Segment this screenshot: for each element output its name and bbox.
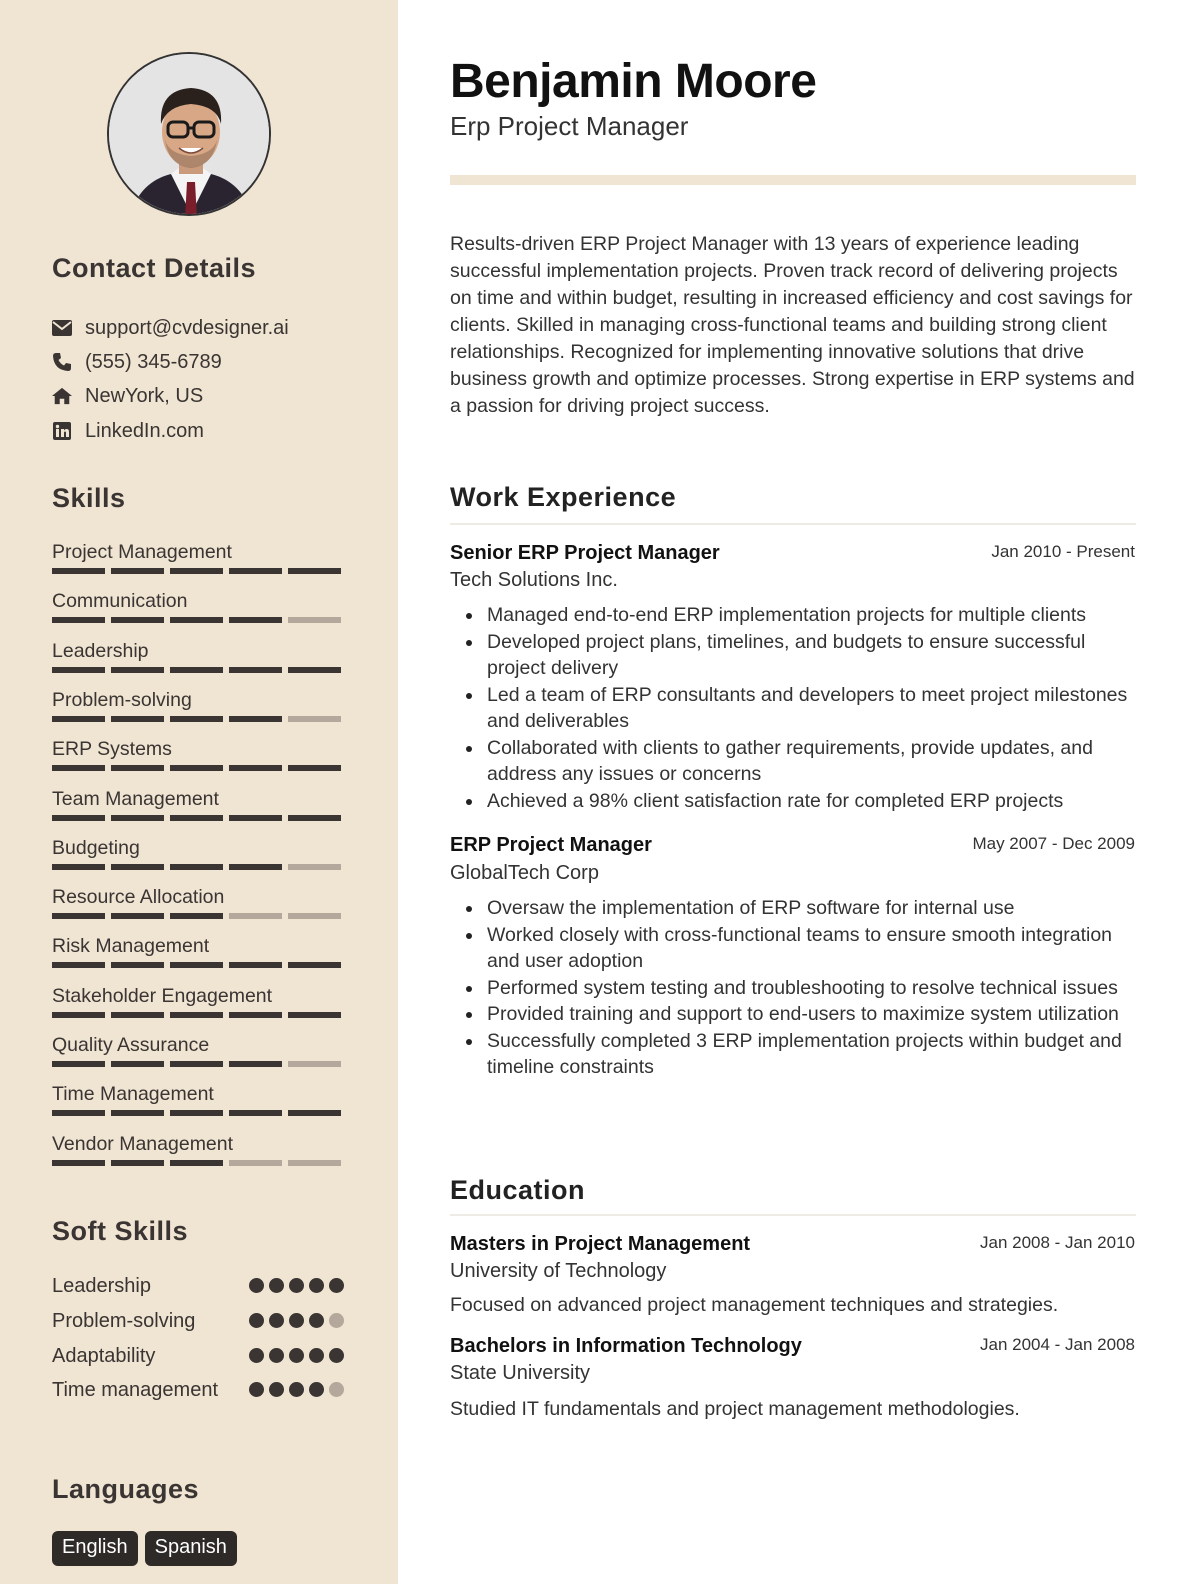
rating-dot [309,1348,324,1363]
skill-level-segment [52,1061,105,1067]
skill-level-segment [111,617,164,623]
work-divider [450,523,1136,525]
soft-skill-rating [249,1382,344,1403]
profile-photo [107,52,271,216]
job-company: Tech Solutions Inc. [450,569,618,591]
skill-level-segment [170,1012,223,1018]
skill-item [52,540,344,574]
skill-name: Leadership [52,639,149,662]
soft-skill-name: Adaptability [52,1344,156,1367]
rating-dot [289,1348,304,1363]
skill-level-segment [52,716,105,722]
contact-heading: Contact Details [52,253,257,283]
list-item: Worked closely with cross-functional teams to ensure smooth integration and user adoption [487,922,1137,975]
skill-level-segment [170,962,223,968]
skill-level-segment [288,864,341,870]
skill-level-segment [52,913,105,919]
skill-level-segment [229,568,282,574]
skill-name: Time Management [52,1083,214,1106]
skill-level-segment [288,667,341,673]
skill-level-segment [52,815,105,821]
skill-level-segment [229,617,282,623]
skill-name: Quality Assurance [52,1034,210,1056]
skill-level-bar [52,962,344,968]
skill-level-segment [288,1012,341,1018]
rating-dot [329,1348,344,1363]
skill-item [52,688,344,722]
skill-level-segment [111,716,164,722]
skill-level-segment [111,864,164,870]
skill-level-segment [288,568,341,574]
skill-level-segment [288,913,341,919]
skill-level-bar [52,716,344,722]
skill-level-segment [288,962,341,968]
soft-skill-item [52,1377,344,1403]
skill-level-segment [229,1012,282,1018]
skill-level-segment [52,962,105,968]
skill-level-segment [288,617,341,623]
degree-description: Studied IT fundamentals and project management methodologies. [450,1398,1020,1420]
contact-location [52,383,203,409]
skill-item [52,737,344,771]
skill-level-segment [52,1110,105,1116]
skill-level-bar [52,913,344,919]
skill-level-segment [229,1110,282,1116]
rating-dot [309,1382,324,1397]
skill-item [52,639,344,673]
rating-dot [249,1278,264,1293]
rating-dot [309,1313,324,1328]
skill-level-segment [111,667,164,673]
skill-level-bar [52,1012,344,1018]
skill-name: Project Management [52,541,232,563]
skill-level-bar [52,568,344,574]
list-item: Led a team of ERP consultants and developers to meet project milestones and deliverables [487,682,1137,735]
degree-school: State University [450,1362,591,1384]
skill-level-segment [288,716,341,722]
skill-level-bar [52,1061,344,1067]
skill-item [52,885,344,919]
skill-level-segment [170,1160,223,1166]
skill-level-segment [170,765,223,771]
job-title: ERP Project Manager [450,834,652,856]
skill-level-segment [229,962,282,968]
candidate-name: Benjamin Moore [450,55,817,108]
skill-level-segment [288,1110,341,1116]
skill-level-bar [52,667,344,673]
rating-dot [329,1382,344,1397]
skill-level-segment [52,568,105,574]
skill-item [52,589,344,623]
rating-dot [249,1382,264,1397]
skills-heading: Skills [52,483,126,513]
candidate-title: Erp Project Manager [450,111,689,141]
degree-title: Masters in Project Management [450,1233,751,1255]
skill-name: Stakeholder Engagement [52,984,273,1007]
skill-level-bar [52,815,344,821]
phone-icon [52,352,72,372]
skill-name: Communication [52,590,188,613]
contact-email[interactable] [52,315,289,341]
home-icon [52,386,72,406]
skill-level-segment [229,913,282,919]
skill-level-segment [288,1061,341,1067]
language-badge: English [52,1531,138,1566]
skill-level-segment [52,864,105,870]
rating-dot [309,1278,324,1293]
skill-name: Vendor Management [52,1132,234,1155]
skill-level-bar [52,617,344,623]
languages-heading: Languages [52,1474,200,1504]
rating-dot [269,1348,284,1363]
list-item: Oversaw the implementation of ERP software for internal use [487,895,1137,922]
skill-name: Problem-solving [52,688,192,711]
envelope-icon [52,318,72,338]
job-bullets [487,602,1137,814]
rating-dot [249,1313,264,1328]
skill-level-segment [170,667,223,673]
skill-level-segment [170,864,223,870]
list-item: Achieved a 98% client satisfaction rate for completed ERP projects [487,788,1137,815]
skill-level-segment [229,716,282,722]
skill-level-segment [111,1012,164,1018]
skill-item [52,984,344,1018]
skill-level-segment [170,716,223,722]
skill-level-segment [52,667,105,673]
rating-dot [269,1278,284,1293]
rating-dot [289,1313,304,1328]
skill-level-segment [52,1012,105,1018]
list-item: Successfully completed 3 ERP implementation projects within budget and timeline constraints [487,1028,1137,1081]
job-company: GlobalTech Corp [450,862,599,884]
education-heading: Education [450,1175,586,1205]
skill-level-segment [229,815,282,821]
skill-name: Budgeting [52,836,140,859]
contact-phone[interactable] [52,349,222,375]
skill-item [52,787,344,821]
skill-level-segment [170,815,223,821]
skill-level-segment [288,815,341,821]
degree-title: Bachelors in Information Technology [450,1335,802,1357]
soft-skill-name: Time management [52,1379,218,1402]
rating-dot [249,1348,264,1363]
skill-level-bar [52,765,344,771]
soft-skill-item [52,1308,344,1334]
soft-skill-item [52,1273,344,1299]
skill-level-segment [111,1160,164,1166]
job-dates: May 2007 - Dec 2009 [972,834,1135,853]
profile-summary: Results-driven ERP Project Manager with 13 years of experience leading successful implementation projects. Proven track record of delivering projects on time and within budget, resulting in increased efficiency and cost savings for clients. Skilled in managing cross-functional teams and building strong client relationships. Recognized for implementing innovative solutions that drive business growth and optimize processes. Strong expertise in ERP systems and a passion for driving project success. [450,233,1135,417]
skill-level-segment [111,765,164,771]
languages-list [52,1531,237,1566]
degree-dates: Jan 2008 - Jan 2010 [979,1233,1135,1252]
job-dates: Jan 2010 - Present [991,542,1135,561]
sidebar [0,0,398,1584]
skill-item [52,1132,344,1166]
skill-level-segment [288,1160,341,1166]
degree-dates: Jan 2004 - Jan 2008 [979,1335,1135,1354]
skill-level-segment [170,913,223,919]
skill-item [52,1033,344,1067]
education-divider [450,1214,1136,1216]
skill-name: ERP Systems [52,738,172,761]
skill-name: Resource Allocation [52,886,225,909]
degree-school: University of Technology [450,1260,667,1282]
skill-level-segment [111,1061,164,1067]
rating-dot [269,1382,284,1397]
skill-level-segment [170,617,223,623]
skill-item [52,1082,344,1116]
skill-item [52,934,344,968]
skill-level-segment [111,1110,164,1116]
header-divider [450,175,1136,185]
skill-level-segment [111,568,164,574]
skill-level-bar [52,864,344,870]
list-item: Collaborated with clients to gather requirements, provide updates, and address any issues or concerns [487,735,1137,788]
degree-description: Focused on advanced project management techniques and strategies. [450,1294,1059,1316]
skill-level-segment [111,815,164,821]
skill-level-segment [288,765,341,771]
soft-skills-heading: Soft Skills [52,1216,189,1246]
skill-level-segment [52,765,105,771]
soft-skill-rating [249,1278,344,1299]
skill-name: Risk Management [52,935,210,958]
skill-level-segment [229,864,282,870]
skill-level-segment [170,1110,223,1116]
skill-level-segment [229,667,282,673]
list-item: Developed project plans, timelines, and budgets to ensure successful project delivery [487,629,1137,682]
skill-level-segment [170,1061,223,1067]
language-badge: Spanish [145,1531,237,1566]
skill-level-segment [229,1160,282,1166]
skill-level-segment [52,617,105,623]
skill-name: Team Management [52,787,219,810]
soft-skill-name: Problem-solving [52,1309,196,1332]
rating-dot [269,1313,284,1328]
contact-linkedin[interactable] [52,418,204,444]
soft-skill-rating [249,1313,344,1334]
skill-level-segment [170,568,223,574]
list-item: Performed system testing and troubleshooting to resolve technical issues [487,975,1137,1002]
skill-level-segment [52,1160,105,1166]
contact-linkedin-text: LinkedIn.com [85,419,204,442]
skill-level-segment [229,1061,282,1067]
rating-dot [289,1278,304,1293]
skill-level-segment [229,765,282,771]
work-heading: Work Experience [450,482,677,512]
skill-level-bar [52,1160,344,1166]
skill-item [52,836,344,870]
skill-level-bar [52,1110,344,1116]
job-title: Senior ERP Project Manager [450,542,720,564]
contact-email-text: support@cvdesigner.ai [85,316,289,339]
contact-location-text: NewYork, US [85,384,204,407]
list-item: Provided training and support to end-users to maximize system utilization [487,1001,1137,1028]
soft-skill-name: Leadership [52,1275,151,1297]
skill-level-segment [111,962,164,968]
rating-dot [329,1278,344,1293]
contact-phone-text: (555) 345-6789 [85,350,222,373]
skill-level-segment [111,913,164,919]
rating-dot [329,1313,344,1328]
linkedin-icon [52,421,72,441]
soft-skill-item [52,1343,344,1369]
rating-dot [289,1382,304,1397]
soft-skill-rating [249,1348,344,1369]
job-bullets [487,895,1137,1081]
list-item: Managed end-to-end ERP implementation projects for multiple clients [487,602,1137,629]
